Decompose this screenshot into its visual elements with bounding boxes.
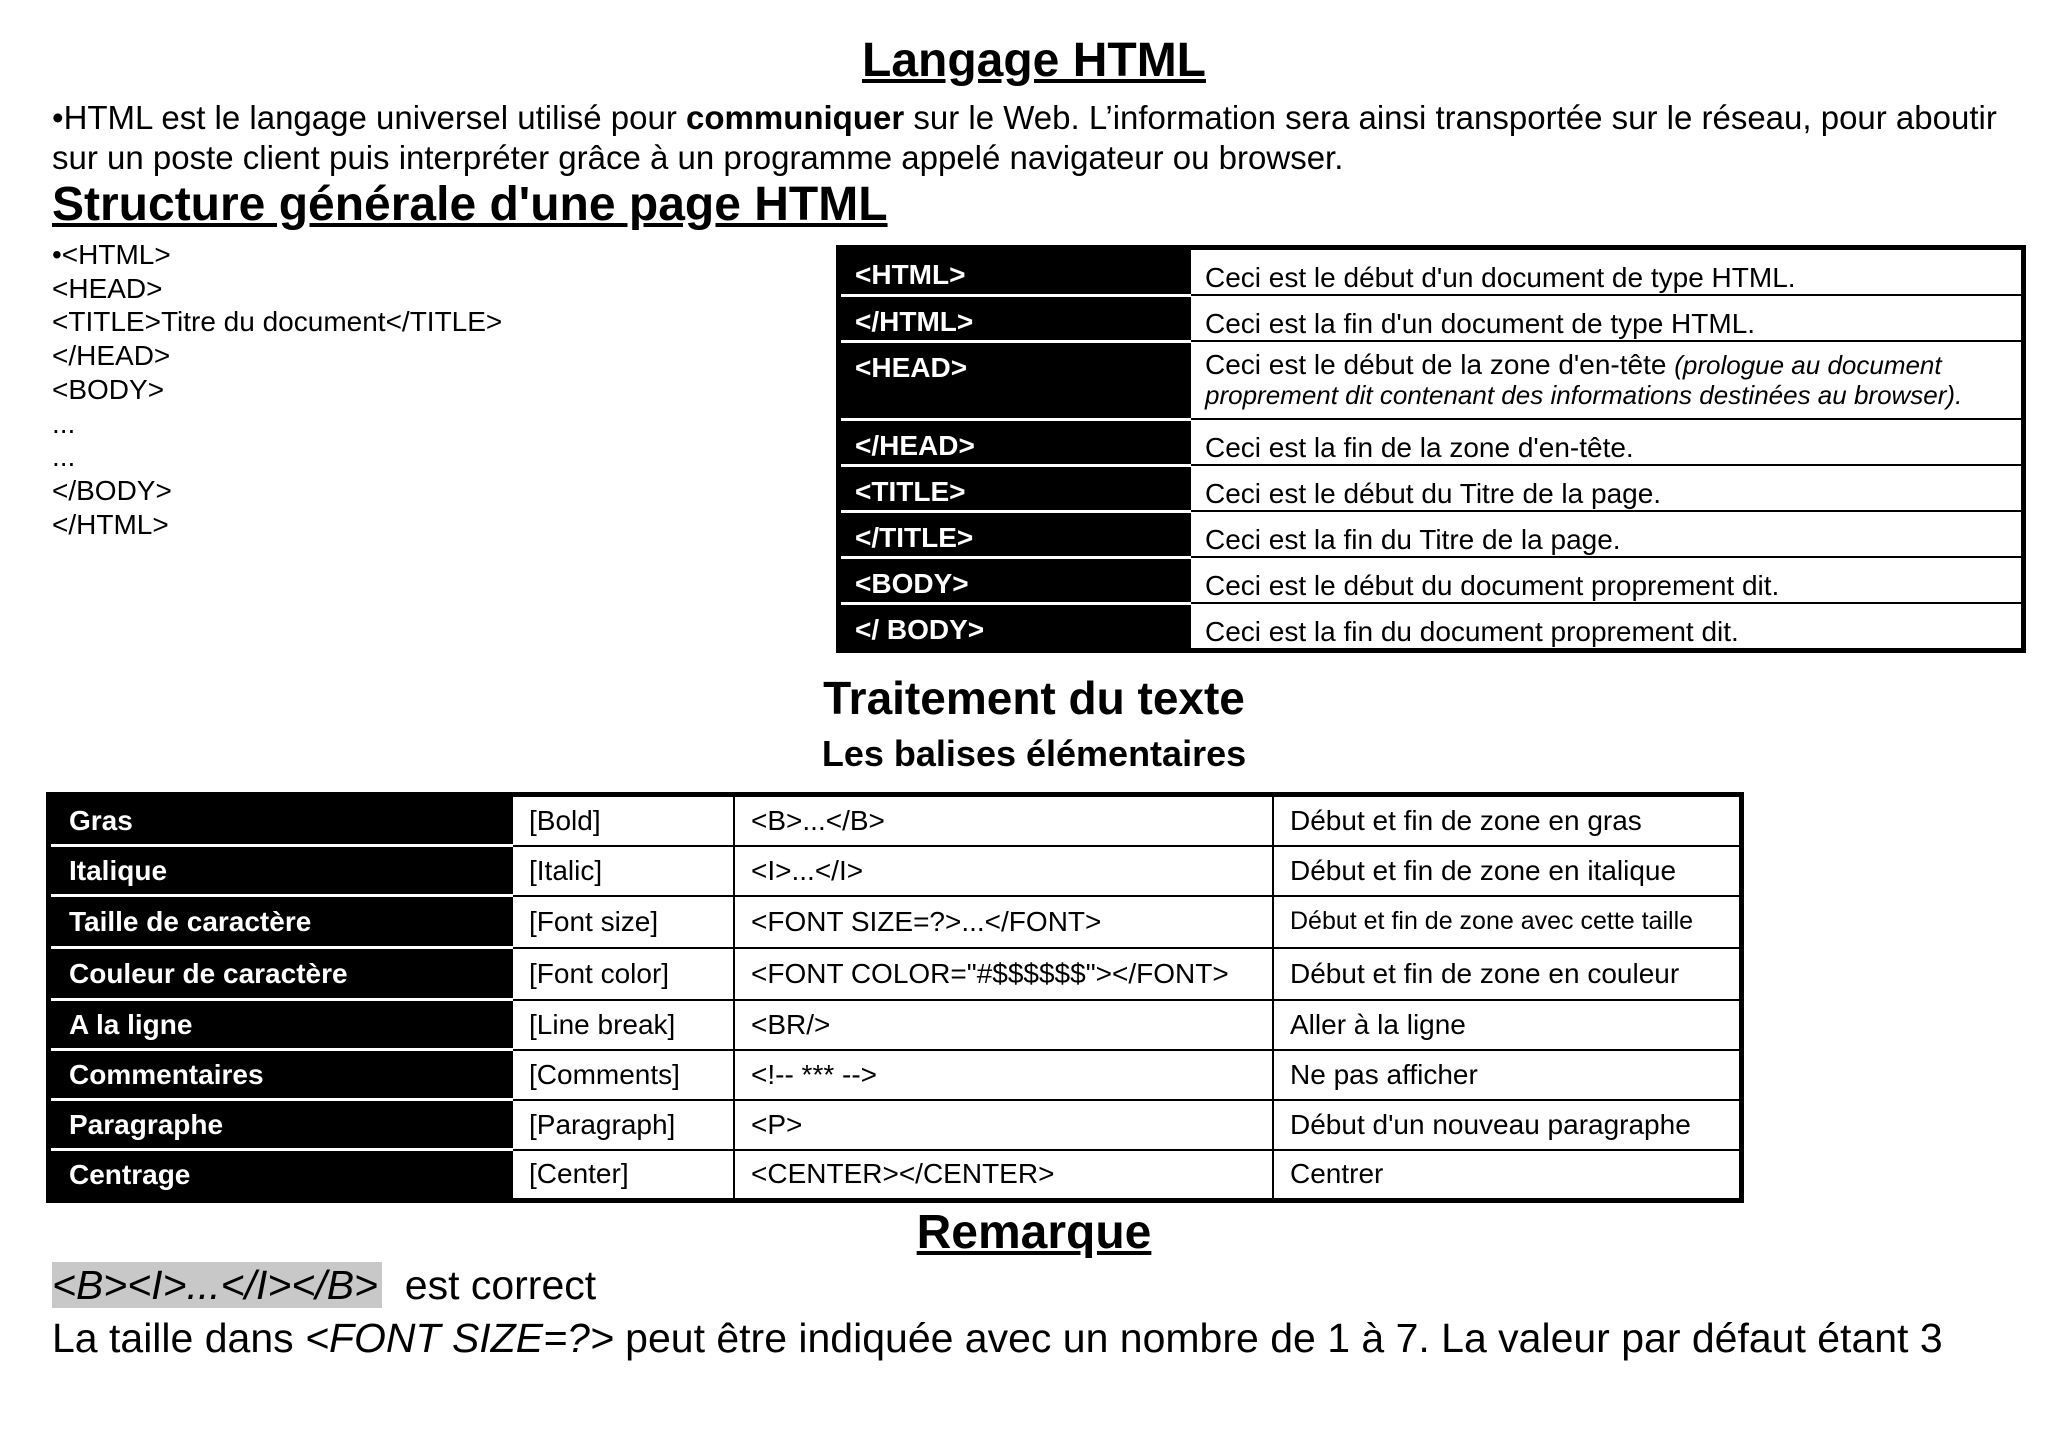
table-row (49, 795, 1742, 846)
table-row (49, 1000, 1742, 1050)
page-title: Langage HTML (862, 34, 1206, 87)
code-line: •<HTML> (52, 239, 171, 270)
text-subheading: Les balises élémentaires (821, 733, 1247, 774)
table-row (49, 948, 1742, 1000)
name-cell: Commentaires (49, 1050, 513, 1100)
code-line: </HEAD> (52, 340, 171, 372)
english-cell: [Center] (512, 1150, 734, 1201)
tag-cell: </ BODY> (839, 603, 1191, 651)
desc-cell: Ceci est la fin d'un document de type HTML. (1190, 295, 2024, 341)
syntax-cell: <BR/> (734, 1000, 1273, 1050)
tag-cell: </HTML> (839, 295, 1191, 341)
intro-bullet: • (52, 99, 64, 136)
tag-cell: <TITLE> (839, 465, 1191, 511)
name-cell: Gras (49, 795, 513, 846)
table-row (839, 511, 2024, 557)
intro-paragraph (52, 98, 2012, 178)
tag-cell: <HEAD> (839, 341, 1191, 419)
table-row (839, 419, 2024, 465)
structure-heading: Structure générale d'une page HTML (52, 178, 888, 231)
description-cell: Début et fin de zone en couleur (1273, 948, 1742, 1000)
english-cell: [Bold] (512, 795, 734, 846)
table-row (839, 295, 2024, 341)
syntax-cell: <B>...</B> (734, 795, 1273, 846)
name-cell: Paragraphe (49, 1100, 513, 1150)
intro-text-before: HTML est le langage universel utilisé pour (63, 99, 686, 136)
english-cell: [Paragraph] (512, 1100, 734, 1150)
tag-cell: </HEAD> (839, 419, 1191, 465)
english-cell: [Italic] (512, 846, 734, 896)
english-cell: [Comments] (512, 1050, 734, 1100)
english-cell: [Font size] (512, 896, 734, 948)
tags-table (836, 245, 2026, 653)
description-cell: Aller à la ligne (1273, 1000, 1742, 1050)
description-cell: Début et fin de zone en italique (1273, 846, 1742, 896)
syntax-cell: <I>...</I> (734, 846, 1273, 896)
remark-text: est correct (381, 1262, 597, 1308)
code-line: <TITLE>Titre du document</TITLE> (52, 306, 503, 338)
name-cell: Centrage (49, 1150, 513, 1201)
syntax-cell: <FONT SIZE=?>...</FONT> (734, 896, 1273, 948)
description-cell: Début d'un nouveau paragraphe (1273, 1100, 1742, 1150)
syntax-cell: <P> (734, 1100, 1273, 1150)
desc-cell: Ceci est la fin de la zone d'en-tête. (1190, 419, 2024, 465)
code-line: ... (52, 407, 76, 439)
remark-line-2 (52, 1312, 2012, 1364)
code-line: ... (52, 441, 76, 473)
description-cell: Début et fin de zone en gras (1273, 795, 1742, 846)
table-row (49, 846, 1742, 896)
remark-code: <FONT SIZE=?> (305, 1315, 614, 1361)
code-line: </BODY> (52, 474, 172, 506)
desc-text: Ceci est le début de la zone d'en-tête (1205, 349, 1675, 380)
desc-note: (prologue au document proprement dit contenant des informations destinées au browser). (1205, 350, 1963, 410)
tag-cell: <BODY> (839, 557, 1191, 603)
tag-cell: </TITLE> (839, 511, 1191, 557)
description-cell: Centrer (1273, 1150, 1742, 1201)
text-heading: Traitement du texte (823, 672, 1245, 724)
format-table (46, 792, 1744, 1203)
code-line: <HEAD> (52, 272, 163, 304)
description-cell: Début et fin de zone avec cette taille (1273, 896, 1742, 948)
table-row (49, 1100, 1742, 1150)
remark-text-after: peut être indiquée avec un nombre de 1 à 7. La valeur par défaut étant 3 (613, 1315, 1943, 1361)
table-row (839, 465, 2024, 511)
desc-cell: Ceci est la fin du document proprement dit. (1190, 603, 2024, 651)
remark-line-1 (52, 1260, 596, 1310)
desc-cell: Ceci est le début d'un document de type HTML. (1190, 248, 2024, 296)
desc-cell: Ceci est le début du Titre de la page. (1190, 465, 2024, 511)
desc-cell: Ceci est la fin du Titre de la page. (1190, 511, 2024, 557)
intro-bold-word: communiquer (686, 99, 905, 136)
table-row (839, 248, 2024, 296)
tag-cell: <HTML> (839, 248, 1191, 296)
intro-text-after: sur le Web. L’information sera ainsi transportée sur le réseau, pour aboutir sur un poste client puis interpréter grâce à un programme appelé navigateur ou browser. (52, 99, 1997, 176)
description-cell: Ne pas afficher (1273, 1050, 1742, 1100)
highlighted-code: <B><I>...</I></B> (52, 1262, 382, 1308)
english-cell: [Font color] (512, 948, 734, 1000)
english-cell: [Line break] (512, 1000, 734, 1050)
syntax-cell: <CENTER></CENTER> (734, 1150, 1273, 1201)
table-row (839, 603, 2024, 651)
table-row (49, 1050, 1742, 1100)
code-listing (52, 238, 502, 541)
name-cell: Italique (49, 846, 513, 896)
code-line: </HTML> (52, 508, 169, 540)
syntax-cell: <FONT COLOR="#$$$$$$"></FONT> (734, 948, 1273, 1000)
name-cell: A la ligne (49, 1000, 513, 1050)
remark-heading: Remarque (916, 1206, 1152, 1259)
desc-cell (1190, 341, 2024, 419)
table-row (839, 341, 2024, 419)
syntax-cell: <!-- *** --> (734, 1050, 1273, 1100)
desc-cell: Ceci est le début du document proprement dit. (1190, 557, 2024, 603)
table-row (49, 896, 1742, 948)
code-line: <BODY> (52, 373, 165, 405)
table-row (839, 557, 2024, 603)
table-row (49, 1150, 1742, 1201)
remark-text-before: La taille dans (52, 1315, 306, 1361)
name-cell: Couleur de caractère (49, 948, 513, 1000)
name-cell: Taille de caractère (49, 896, 513, 948)
